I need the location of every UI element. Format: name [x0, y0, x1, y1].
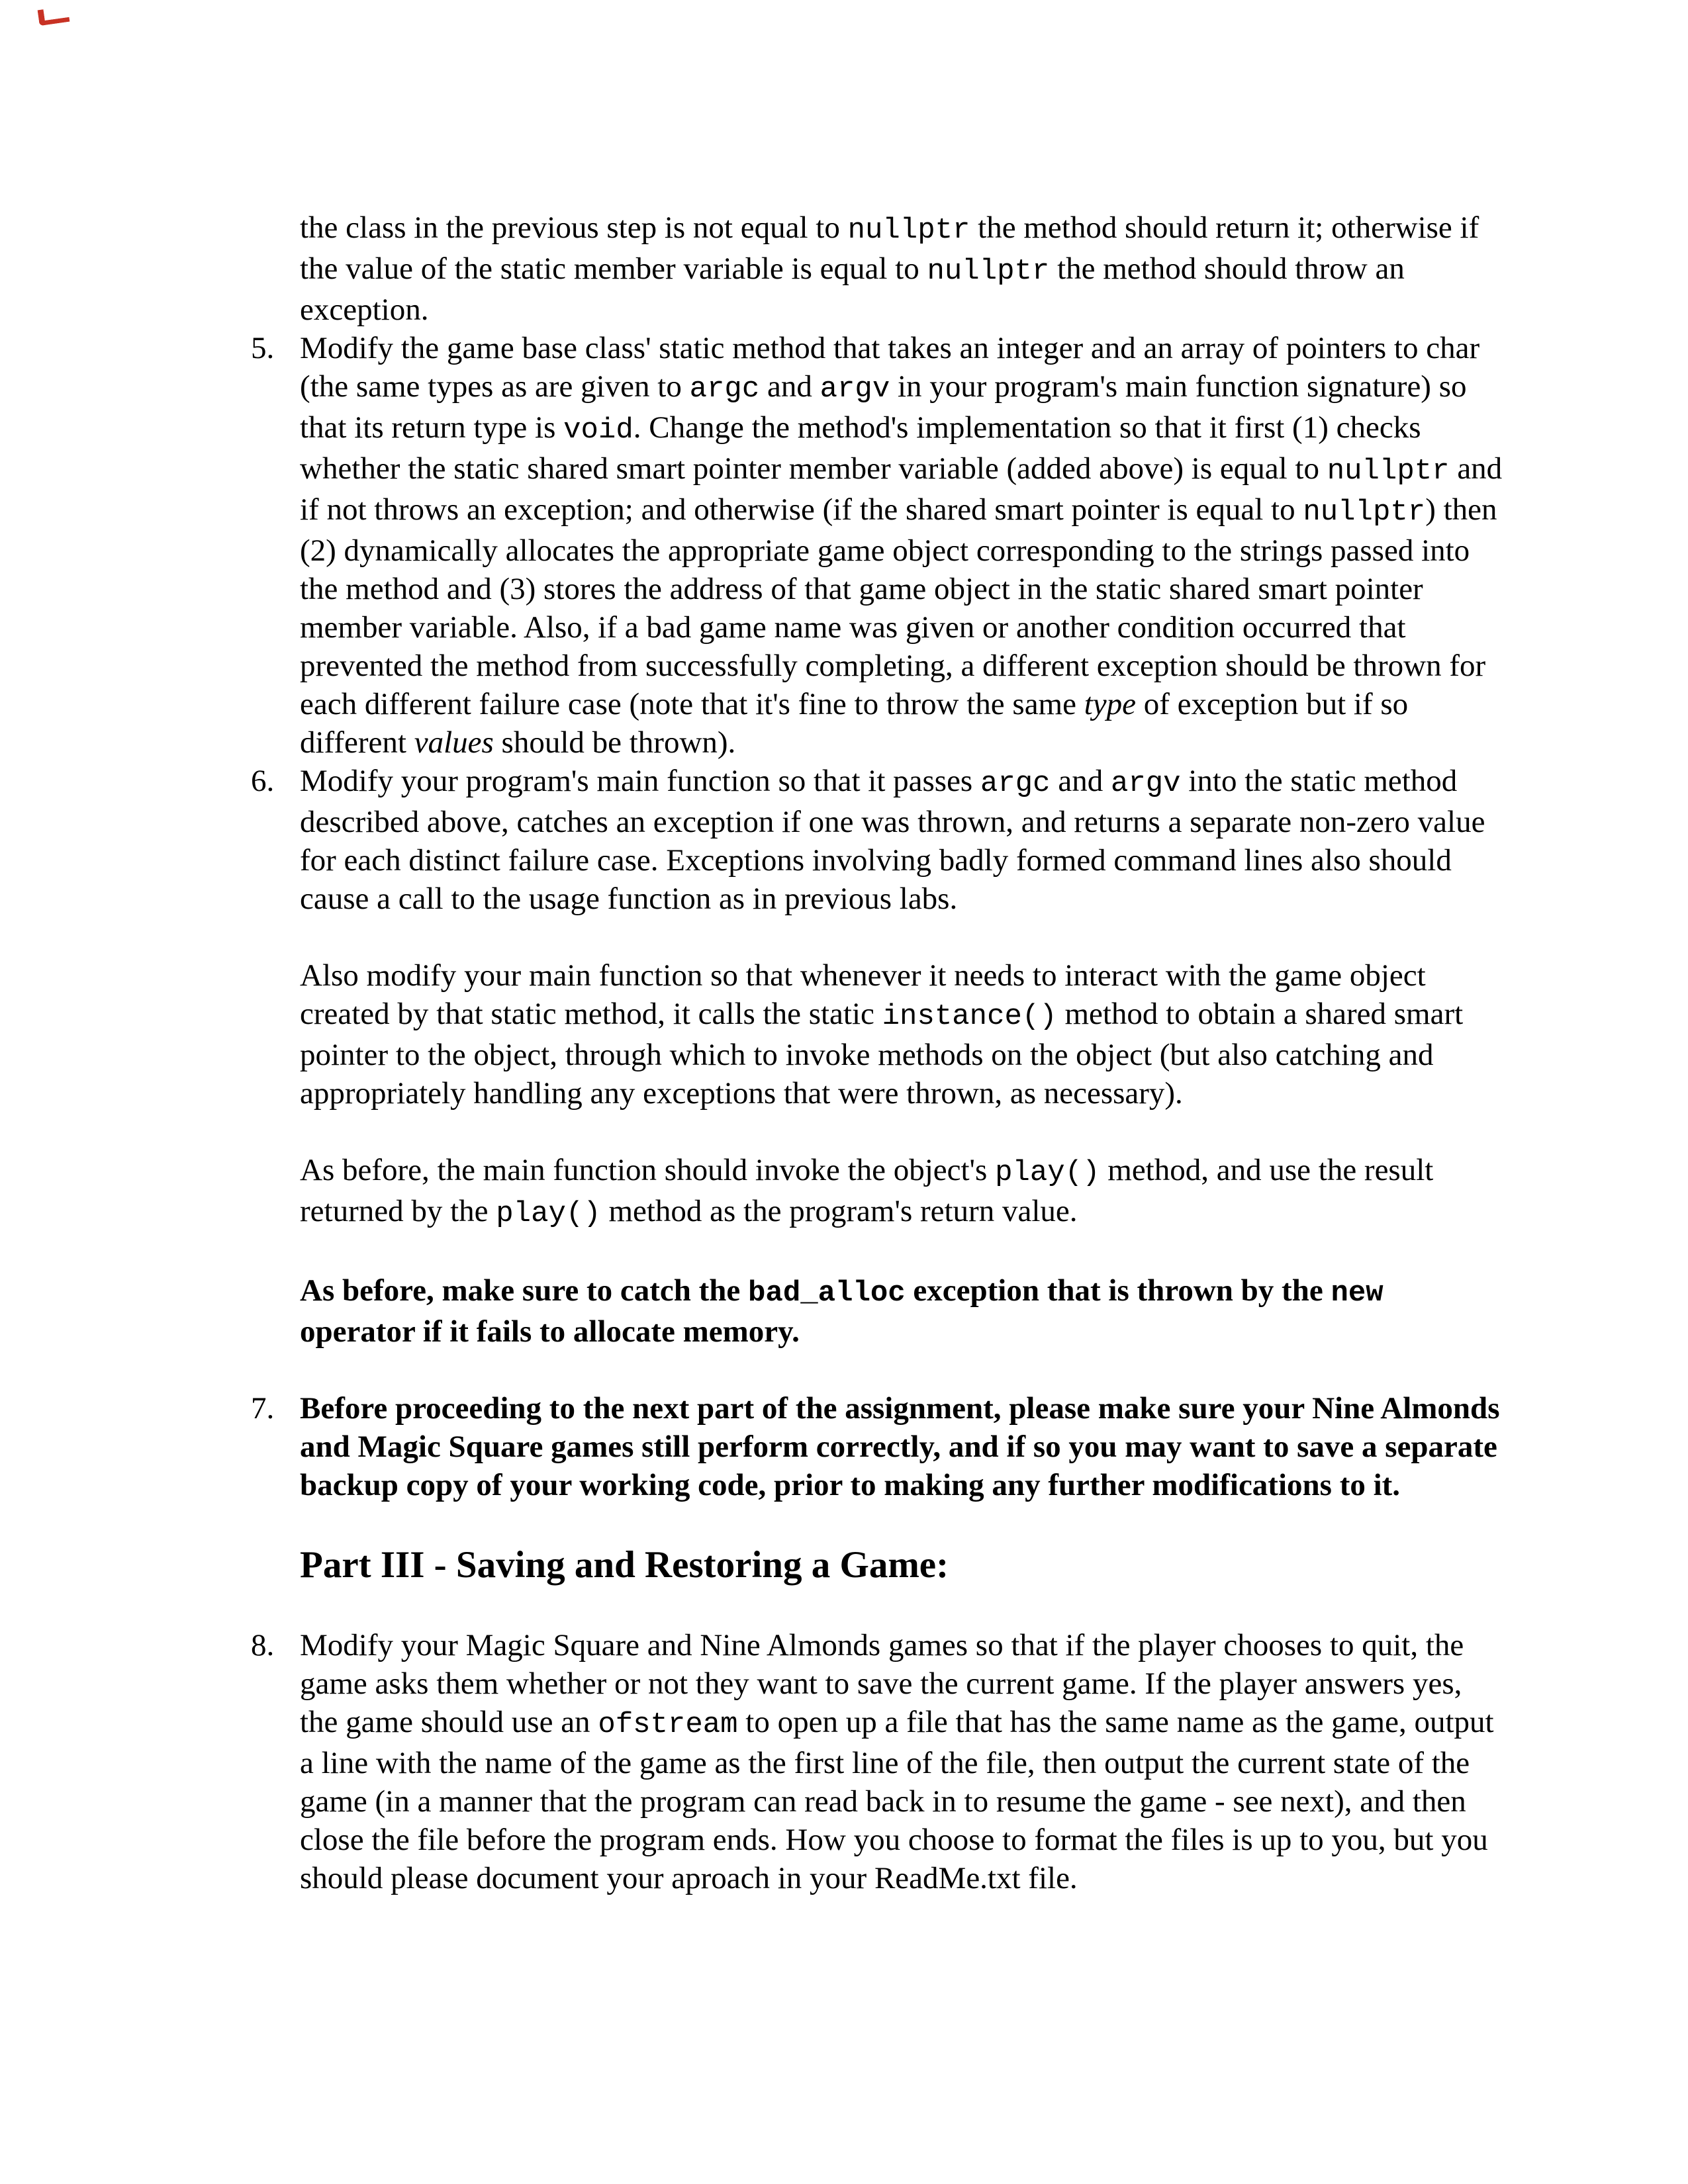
- code-span: bad_alloc: [748, 1277, 906, 1310]
- paragraph: [251, 956, 1503, 1113]
- list-item-number: 8.: [251, 1628, 275, 1662]
- code-span: nullptr: [847, 214, 970, 247]
- paragraph: [251, 1151, 1503, 1233]
- list-item: [251, 762, 1503, 918]
- code-span: ofstream: [598, 1708, 738, 1741]
- list-item-number: 7.: [251, 1391, 275, 1426]
- list-item: [251, 329, 1503, 762]
- paragraph-text: Modify your Magic Square and Nine Almonds games so that if the player chooses to quit, the game asks them whether or not they want to save the current game. If the player answers yes, the game should use an ofstream to open up a file that has the same name as the game, output a line with the name of the game as the first line of the file, then output the current state of the game (in a manner that the program can read back in to resume the game - see next), and then close the file before the program ends. How you choose to format the files is up to you, but you should please document your aproach in your ReadMe.txt file.: [300, 1628, 1494, 1895]
- code-span: argv: [820, 373, 890, 406]
- paragraph-text: Modify your program's main function so that it passes argc and argv into the static method described above, catches an exception if one was thrown, and returns a separate non-zero value for each distinct failure case. Exceptions involving badly formed command lines also should cause a call to the usage function as in previous labs.: [300, 764, 1485, 916]
- paragraph-text: Modify the game base class' static method that takes an integer and an array of pointers to char (the same types as are given to argc and argv in your program's main function signature) so that its return type is void. Change the method's implementation so that it first (1) checks whether the static shared smart pointer member variable (added above) is equal to nullptr and if not throws an exception; and otherwise (if the shared smart pointer is equal to nullptr) then (2) dynamically allocates the appropriate game object corresponding to the strings passed into the method and (3) stores the address of that game object in the static shared smart pointer member variable. Also, if a bad game name was given or another condition occurred that prevented the method from successfully completing, a different exception should be thrown for each different failure case (note that it's fine to throw the same type of exception but if so different values should be thrown).: [300, 331, 1503, 760]
- code-span: void: [563, 414, 633, 447]
- list-item-number: 5.: [251, 331, 275, 365]
- paragraph: [251, 208, 1503, 329]
- section-heading: Part III - Saving and Restoring a Game:: [300, 1544, 949, 1586]
- code-span: argv: [1110, 767, 1181, 800]
- paragraph: [251, 1271, 1503, 1351]
- code-span: new: [1331, 1277, 1383, 1310]
- code-span: argc: [980, 767, 1051, 800]
- paragraph-text: As before, the main function should invoke the object's play() method, and use the result returned by the play() method as the program's return value.: [300, 1153, 1434, 1230]
- code-span: nullptr: [1327, 455, 1450, 488]
- paragraph-text: Before proceeding to the next part of the assignment, please make sure your Nine Almonds and Magic Square games still perform correctly, and if so you may want to save a separate backup copy of your working code, prior to making any further modifications to it.: [300, 1391, 1500, 1502]
- code-span: argc: [689, 373, 760, 406]
- code-span: nullptr: [1303, 496, 1426, 529]
- list-item: [251, 1389, 1503, 1504]
- corner-mark-icon: [38, 6, 70, 26]
- code-span: nullptr: [927, 255, 1050, 288]
- list-item: [251, 1626, 1503, 1897]
- paragraph-text: As before, make sure to catch the bad_alloc exception that is thrown by the new operator if it fails to allocate memory.: [300, 1273, 1383, 1349]
- list-item-number: 6.: [251, 764, 275, 798]
- paragraph-text: the class in the previous step is not equal to nullptr the method should return it; otherwise if the value of the static member variable is equal to nullptr the method should throw an exception.: [300, 210, 1479, 327]
- paragraph-text: Also modify your main function so that whenever it needs to interact with the game object created by that static method, it calls the static instance() method to obtain a shared smart pointer to the object, through which to invoke methods on the object (but also catching and appropriately handling any exceptions that were thrown, as necessary).: [300, 958, 1464, 1111]
- code-span: play(): [496, 1197, 601, 1230]
- code-span: play(): [995, 1156, 1100, 1189]
- document-body: [251, 208, 1503, 1897]
- code-span: instance(): [882, 1000, 1057, 1033]
